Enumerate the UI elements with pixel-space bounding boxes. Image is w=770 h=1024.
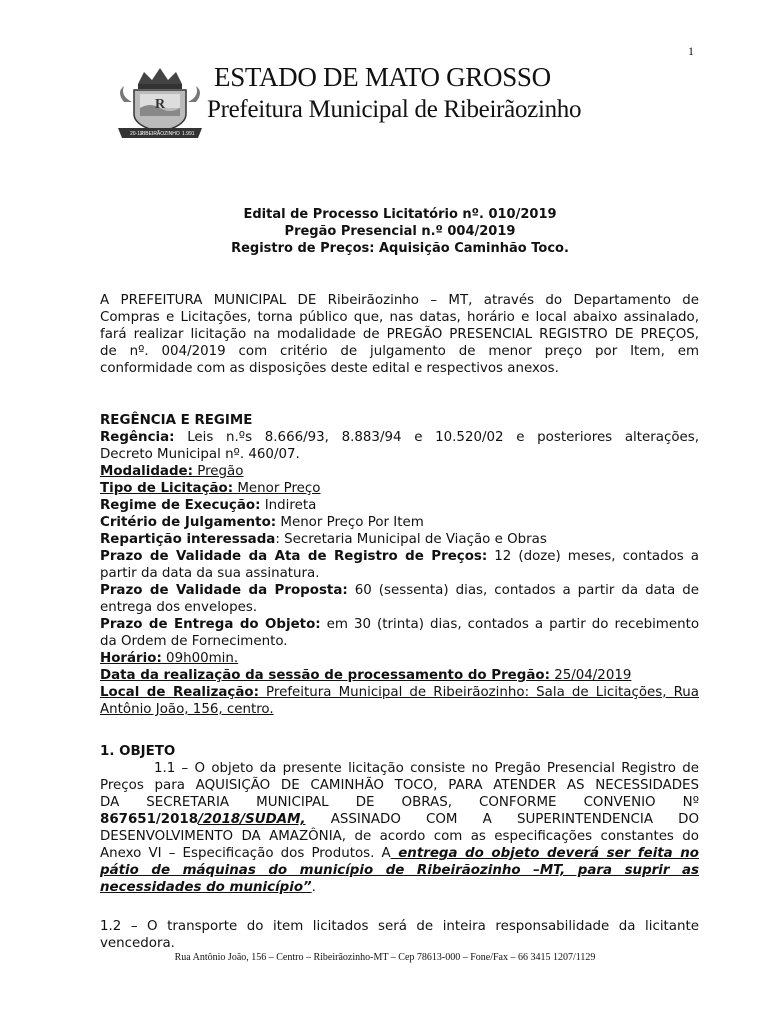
prazo-entrega-line: Prazo de Entrega do Objeto: em 30 (trinta) dias, contados a partir do recebimento bbox=[100, 617, 700, 632]
horario-line: Horário: 09h00min. bbox=[100, 651, 239, 666]
transporte-line: 1.2 – O transporte do item licitados será de inteira responsabilidade da licitante bbox=[100, 919, 699, 934]
prazo-proposta-line: Prazo de Validade da Proposta: 60 (sessenta) dias, contados a partir da data de bbox=[100, 583, 700, 598]
objeto-line: DESENVOLVIMENTO DA AMAZÔNIA, de acordo com as especificações constantes do bbox=[100, 829, 699, 844]
transporte-paragraph bbox=[100, 918, 699, 952]
modalidade-line: Modalidade: Pregão bbox=[100, 464, 244, 479]
intro-paragraph bbox=[100, 292, 699, 377]
objeto-line: necessidades do município”. bbox=[100, 880, 316, 895]
document-heading bbox=[100, 206, 700, 257]
transporte-line: vencedora. bbox=[100, 936, 175, 951]
section-title-objeto: 1. OBJETO bbox=[100, 744, 176, 759]
header-title: ESTADO DE MATO GROSSO bbox=[214, 62, 551, 92]
intro-line: fará realizar licitação na modalidade de PREGÃO PRESENCIAL REGISTRO DE PREÇOS, bbox=[100, 327, 699, 342]
local-line: Antônio João, 156, centro. bbox=[100, 702, 274, 717]
intro-line: Compras e Licitações, torna público que, nas datas, horário e local abaixo assinalado, bbox=[100, 310, 699, 325]
prazo-ata-line: partir da data da sua assinatura. bbox=[100, 566, 320, 581]
prazo-proposta-line: entrega dos envelopes. bbox=[100, 600, 258, 615]
header-subtitle: Prefeitura Municipal de Ribeirãozinho bbox=[207, 96, 582, 123]
reparticao-line: Repartição interessada: Secretaria Municipal de Viação e Obras bbox=[100, 532, 547, 547]
regencia-line: Decreto Municipal nº. 460/07. bbox=[100, 447, 300, 462]
objeto-line: pátio de máquinas do município de Ribeirãozinho –MT, para suprir as bbox=[100, 863, 699, 878]
intro-line: de nº. 004/2019 com critério de julgamento de menor preço por Item, em bbox=[100, 344, 699, 359]
page-number: 1 bbox=[688, 44, 694, 58]
svg-text:R: R bbox=[154, 97, 166, 112]
municipal-crest-icon bbox=[110, 62, 210, 144]
objeto-line: DA SECRETARIA MUNICIPAL DE OBRAS, CONFORME CONVENIO Nº bbox=[100, 795, 699, 810]
heading-line-3: Registro de Preços: Aquisição Caminhão Toco. bbox=[231, 241, 569, 256]
crest-date-left: 20-12 bbox=[130, 131, 143, 137]
regencia-section bbox=[100, 412, 699, 718]
prazo-entrega-line: da Ordem de Fornecimento. bbox=[100, 634, 288, 649]
tipo-line: Tipo de Licitação: Menor Preço bbox=[100, 481, 321, 496]
prazo-ata-line: Prazo de Validade da Ata de Registro de Preços: 12 (doze) meses, contados a bbox=[100, 549, 699, 564]
heading-line-1: Edital de Processo Licitatório nº. 010/2019 bbox=[243, 207, 557, 222]
regime-line: Regime de Execução: Indireta bbox=[100, 498, 317, 513]
page-footer: Rua Antônio João, 156 – Centro – Ribeirãozinho-MT – Cep 78613-000 – Fone/Fax – 66 3415 1207/1129 bbox=[174, 952, 596, 963]
section-title-regencia: REGÊNCIA E REGIME bbox=[100, 413, 253, 428]
criterio-line: Critério de Julgamento: Menor Preço Por Item bbox=[100, 515, 424, 530]
objeto-line: 1.1 – O objeto da presente licitação consiste no Pregão Presencial Registro de bbox=[154, 761, 699, 776]
regencia-line: Regência: Leis n.ºs 8.666/93, 8.883/94 e 10.520/02 e posteriores alterações, bbox=[100, 430, 699, 445]
crest-name: RIBEIRÃOZINHO bbox=[140, 131, 180, 137]
intro-line: A PREFEITURA MUNICIPAL DE Ribeirãozinho – MT, através do Departamento de bbox=[100, 293, 699, 308]
crest-date-right: 1.991 bbox=[182, 131, 195, 137]
objeto-line: Preços para AQUISIÇÃO DE CAMINHÃO TOCO, PARA ATENDER AS NECESSIDADES bbox=[100, 778, 699, 793]
objeto-line: Anexo VI – Especificação dos Produtos. A entrega do objeto deverá ser feita no bbox=[100, 846, 699, 861]
heading-line-2: Pregão Presencial n.º 004/2019 bbox=[284, 224, 516, 239]
data-sessao-line: Data da realização da sessão de processamento do Pregão: 25/04/2019 bbox=[100, 668, 632, 683]
local-line: Local de Realização: Prefeitura Municipal de Ribeirãozinho: Sala de Licitações, Rua bbox=[100, 685, 699, 700]
objeto-section bbox=[100, 743, 699, 896]
objeto-line: 867651/2018/2018/SUDAM, ASSINADO COM A SUPERINTENDENCIA DO bbox=[100, 812, 699, 827]
intro-line: conformidade com as disposições deste edital e respectivos anexos. bbox=[100, 361, 559, 376]
